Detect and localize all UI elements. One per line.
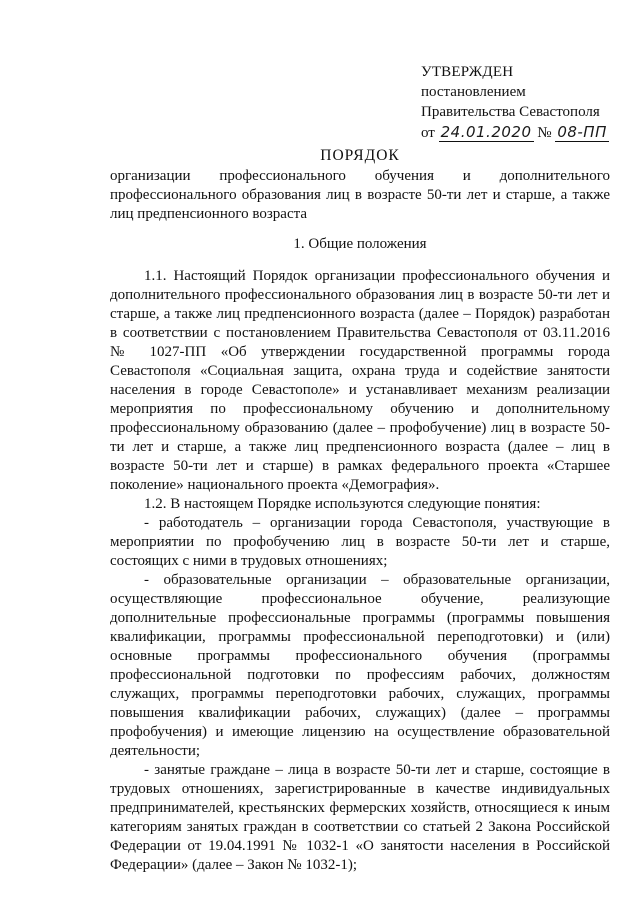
approval-date-line	[421, 122, 626, 143]
handwritten-date: 24.01.2020	[440, 123, 532, 141]
document-body	[110, 267, 610, 875]
document-title-block	[110, 146, 610, 224]
definition-educational-organizations: - образовательные организации – образовательные организации, осуществляющие профессиональное обучение, реализующие дополнительные профессиональные программы (программы повышения квалификации, программы профессиональной переподготовки) и (или) основные программы профессионального обучения (программы профессиональной подготовки по профессиям рабочих, должностям служащих, программы переподготовки рабочих, служащих, программы повышения квалификации рабочих, служащих) (далее – программы профобучения) и имеющие лицензию на осуществление образовательной деятельности;	[110, 572, 610, 759]
document-title: ПОРЯДОК	[320, 147, 400, 164]
paragraph-1-2: 1.2. В настоящем Порядке используются следующие понятия:	[144, 496, 541, 512]
paragraph-1-1: 1.1. Настоящий Порядок организации профессионального обучения и дополнительного профессионального образования лиц в возрасте 50-ти лет и старше, а также лиц предпенсионного возраста (далее – Порядок) разработан в соответствии с постановлением Правительства Севастополя от 03.11.2016 № 1027-ПП «Об утверждении государственной программы города Севастополя «Социальная защита, охрана труда и содействие занятости населения в городе Севастополе» и устанавливает механизм реализации мероприятия по профессиональному обучению и дополнительному профессиональному образованию (далее – профобучение) лиц в возрасте 50-ти лет и старше, а также лиц предпенсионного возраста (далее – лиц в возрасте 50-ти лет и старше) в рамках федерального проекта «Старшее поколение» национального проекта «Демография».	[110, 268, 610, 493]
approval-stamp	[421, 62, 626, 143]
approval-heading: УТВЕРЖДЕН	[421, 64, 514, 80]
approval-line-2: Правительства Севастополя	[421, 104, 600, 120]
number-prefix: №	[537, 125, 552, 141]
section-heading: 1. Общие положения	[293, 236, 427, 252]
definition-employed-citizens: - занятые граждане – лица в возрасте 50-ти лет и старше, состоящие в трудовых отношениях, зарегистрированные в качестве индивидуальных предпринимателей, крестьянских фермерских хозяйств, относящиеся к иным категориям занятых граждан в соответствии со статьей 2 Закона Российской Федерации от 19.04.1991 № 1032-1 «О занятости населения в Российской Федерации» (далее – Закон № 1032-1);	[110, 762, 610, 873]
approval-line-1: постановлением	[421, 84, 526, 100]
document-subtitle: организации профессионального обучения и дополнительного профессионального образования лиц в возрасте 50-ти лет и старше, а также лиц предпенсионного возраста	[110, 168, 610, 222]
handwritten-number: 08-ПП	[557, 123, 607, 141]
date-prefix: от	[421, 125, 435, 141]
definition-employer: - работодатель – организации города Севастополя, участвующие в мероприятии по профобучению лиц в возрасте 50-ти лет и старше, состоящих с ними в трудовых отношениях;	[110, 515, 610, 569]
